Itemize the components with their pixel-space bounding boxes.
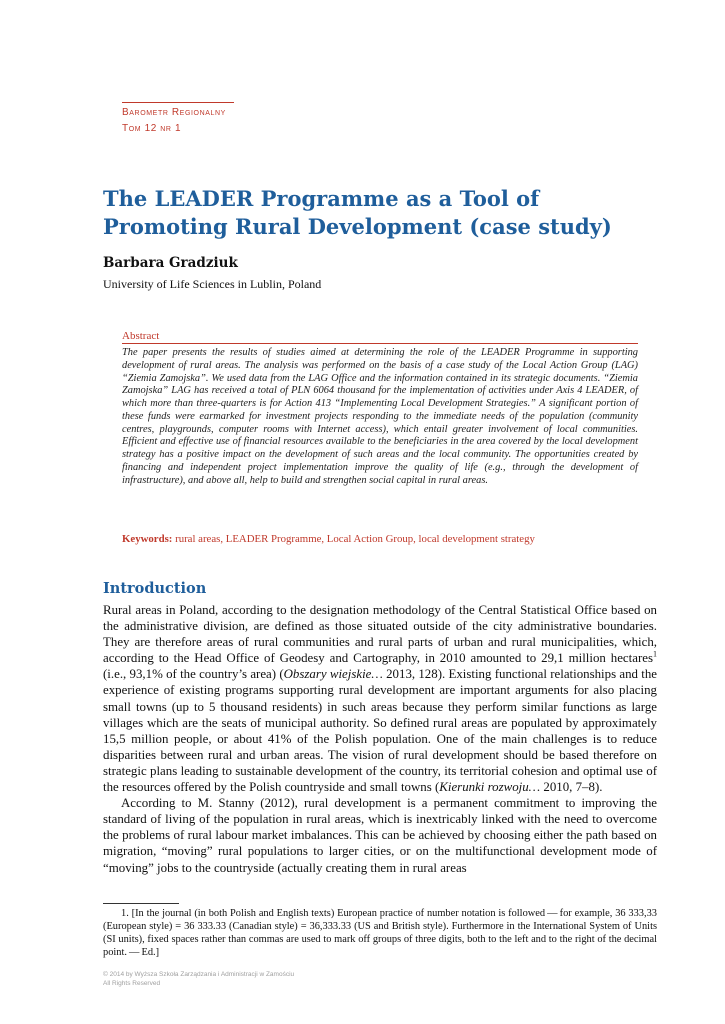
keywords-label: Keywords: — [122, 533, 173, 545]
title-line-1: The LEADER Programme as a Tool of — [103, 186, 540, 211]
copyright-notice — [103, 970, 294, 988]
footnote-number: 1. — [121, 908, 129, 919]
paragraph-2: According to M. Stanny (2012), rural development is a permanent commitment to improving the standard of living of the population in rural areas, which is inextricably linked with the need to overcome the problems of rural labour market imbalances. This can be achieved by choosing either the path based on migration, “moving” rural populations to larger cities, or on the multifunctional development mode of “moving” jobs to the countryside (actually creating them in rural areas — [103, 796, 657, 875]
body-text — [103, 602, 657, 876]
paper-title — [103, 185, 623, 241]
author-affiliation: University of Life Sciences in Lublin, Poland — [103, 277, 322, 291]
keywords-list: rural areas, LEADER Programme, Local Action Group, local development strategy — [175, 533, 535, 545]
title-line-2: Promoting Rural Development (case study) — [103, 214, 612, 239]
paragraph-1-part-d: 2010, 7–8). — [540, 780, 603, 795]
copyright-line-2: All Rights Reserved — [103, 980, 161, 987]
citation-obszary: Obszary wiejskie… — [283, 667, 383, 682]
journal-header — [122, 102, 234, 137]
section-heading-introduction: Introduction — [103, 580, 207, 597]
footnote-marker[interactable]: 1 — [653, 649, 657, 659]
footnote-text: [In the journal (in both Polish and English texts) European practice of number notation is followed — for example, 36 333,33 (European style) = 36 333.33 (Canadian style) = 36,333.33 (US and British style). Furthermore in the International System of Units (SI units), fixed spaces rather than commas are used to mark off groups of three digits, both to the left and to the right of the decimal point. — Ed.] — [103, 908, 657, 958]
paragraph-1-part-c: 2013, 128). Existing functional relationships and the experience of existing programs supporting rural development are important arguments for also placing small towns (up to 5 thousand residents) in such areas because they perform similar functions as large villages which are the seats of municipal authority. So defined rural areas are populated by approximately 15,5 million people, or about 41% of the Polish population. One of the main challenges is to reduce disparities between rural and urban areas. The vision of rural development should be based therefore on strategic plans leading to sustainable development of the country, its territorial cohesion and optimal use of the resources offered by the Polish countryside and small towns ( — [103, 667, 657, 795]
keywords-line — [122, 533, 638, 545]
abstract-block — [122, 330, 638, 487]
header-rule — [122, 102, 234, 103]
journal-volume: Tom 12 nr 1 — [122, 123, 182, 134]
abstract-text: The paper presents the results of studies aimed at determining the role of the LEADER Programme in supporting development of rural areas. The analysis was performed on the basis of a case study of the Local Action Group (LAG) “Ziemia Zamojska”. We used data from the LAG Office and the information contained in its strategic documents. “Ziemia Zamojska” LAG has received a total of PLN 6064 thousand for the implementation of activities under Axis 4 LEADER, of which more than three-quarters is for Action 413 “Implementing Local Development Strategies.” A significant portion of these funds were earmarked for investment projects responding to the immediate needs of the population (community centres, playgrounds, computer rooms with Internet access), which entail greater involvement of local communities. Efficient and effective use of financial resources available to the beneficiaries in the area covered by the local development strategy has a positive impact on the development of such areas and the local community. The opportunities created by financing and independent project implementation improve the quality of life (e.g., through the development of infrastructure), and above all, help to build and strengthen social capital in rural areas. — [122, 347, 638, 486]
footnote — [103, 907, 657, 959]
abstract-heading: Abstract — [122, 330, 638, 344]
journal-name: Barometr Regionalny — [122, 107, 226, 118]
author-name: Barbara Gradziuk — [103, 255, 238, 271]
copyright-line-1: © 2014 by Wyższa Szkoła Zarządzania i Administracji w Zamościu — [103, 971, 295, 978]
paragraph-1-part-a: Rural areas in Poland, according to the designation methodology of the Central Statistical Office based on the administrative division, are defined as those situated outside of the city administrative boundaries. They are therefore areas of rural communities and rural parts of urban and rural municipalities, which, according to the Head Office of Geodesy and Cartography, in 2010 amounted to 29,1 million hectares — [103, 603, 657, 666]
citation-kierunki: Kierunki rozwoju… — [439, 780, 541, 795]
paragraph-1 — [103, 602, 657, 795]
footnote-rule — [103, 903, 179, 904]
paragraph-1-part-b: (i.e., 93,1% of the country’s area) ( — [103, 667, 284, 682]
